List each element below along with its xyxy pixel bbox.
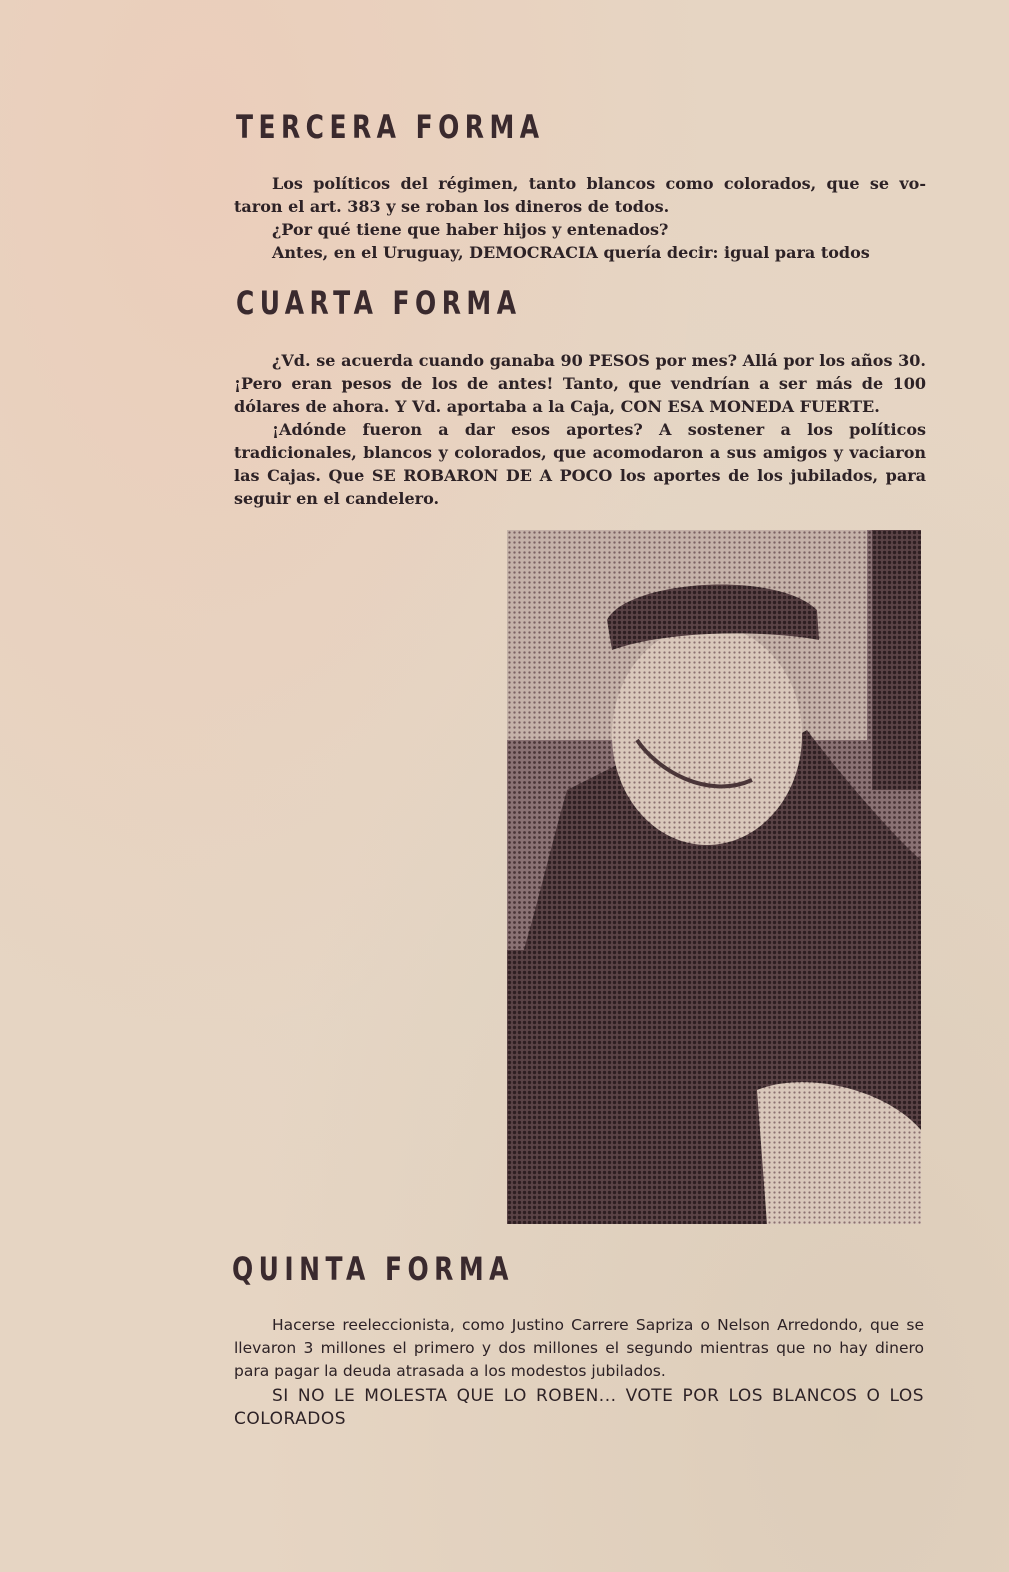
cuarta-paragraph-1: ¿Vd. se acuerda cuando ganaba 90 PESOS por mes? Allá por los años 30. ¡Pero eran pesos de los de antes! Tanto, que vendrían a ser más de 100 dólares de ahora. Y Vd. aportaba a la Caja, CON ESA MONEDA FUERTE. <box>234 351 926 416</box>
cuarta-forma-text <box>234 349 926 510</box>
quinta-forma-text <box>234 1314 924 1431</box>
quinta-slogan: SI NO LE MOLESTA QUE LO ROBEN... VOTE POR LOS BLANCOS O LOS COLORADOS <box>234 1386 924 1429</box>
tercera-forma-text <box>234 172 926 264</box>
portrait-illustration <box>507 530 921 1224</box>
quinta-paragraph: Hacerse reeleccionista, como Justino Carrere Sapriza o Nelson Arredondo, que se llevaron 3 millones el primero y dos millones el segundo mientras que no hay dinero para pagar la deuda atrasada a los modestos jubilados. <box>234 1316 924 1380</box>
heading-tercera-forma: TERCERA FORMA <box>236 108 545 146</box>
tercera-line-2: ¿Por qué tiene que haber hijos y entenados? <box>272 220 669 239</box>
tercera-line-1: Los políticos del régimen, tanto blancos como colorados, que se vo- taron el art. 383 y se roban los dineros de todos. <box>234 174 926 216</box>
tercera-line-3: Antes, en el Uruguay, DEMOCRACIA quería decir: igual para todos <box>272 243 870 262</box>
heading-cuarta-forma: CUARTA FORMA <box>236 284 522 322</box>
heading-quinta-forma: QUINTA FORMA <box>232 1250 514 1288</box>
halftone-portrait-photo <box>507 530 921 1224</box>
cuarta-paragraph-2: ¡Adónde fueron a dar esos aportes? A sostener a los políticos tradicionales, blancos y colorados, que acomodaron a sus amigos y vaciaron las Cajas. Que SE ROBARON DE A POCO los aportes de los jubilados, para seguir en el candelero. <box>234 420 926 508</box>
